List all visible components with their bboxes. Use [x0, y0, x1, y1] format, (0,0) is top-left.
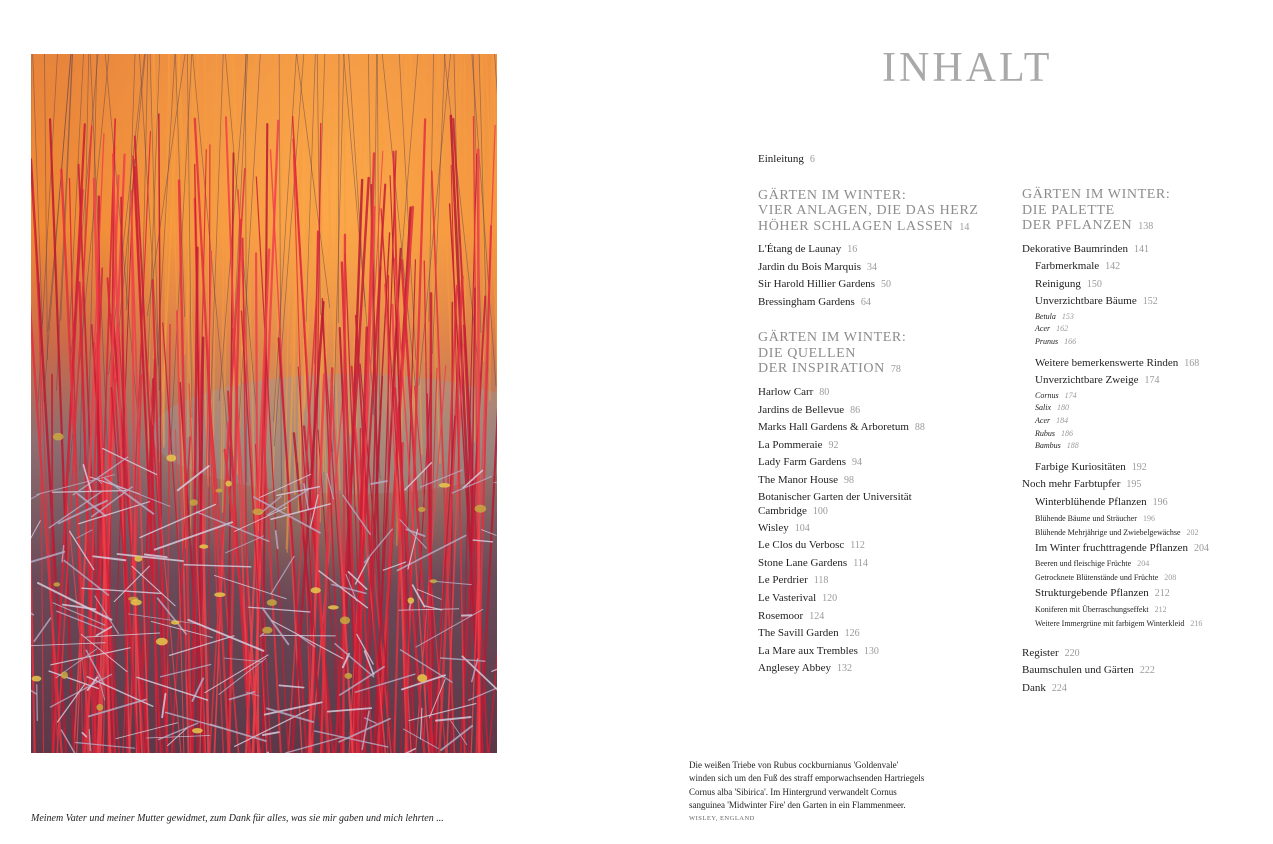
toc-entry-label: Salix [1035, 403, 1051, 413]
heading-line: GÄRTEN IM WINTER: [758, 330, 907, 346]
toc-entry[interactable] [1022, 355, 1272, 373]
toc-entry[interactable] [1022, 603, 1272, 617]
toc-page-number: 142 [1105, 261, 1121, 273]
toc-page-number: 162 [1056, 324, 1069, 334]
toc-page-number: 132 [837, 663, 853, 675]
toc-entry[interactable] [1022, 557, 1272, 571]
toc-entry[interactable] [1022, 662, 1272, 680]
toc-page-number: 224 [1051, 682, 1067, 694]
toc-entry-label: Le Clos du Verbosc [758, 539, 845, 552]
toc-entry[interactable] [1022, 336, 1272, 349]
toc-entry[interactable] [758, 608, 1008, 626]
toc-entry-label: Dekorative Baumrinden [1022, 242, 1128, 255]
toc-entry[interactable] [1022, 323, 1272, 336]
toc-page-number: 212 [1154, 588, 1170, 600]
toc-entry[interactable] [1022, 440, 1272, 453]
toc-entry-label: Wisley [758, 521, 789, 534]
toc-page-number: 94 [851, 457, 862, 469]
toc-page-number: 222 [1139, 665, 1155, 677]
toc-entry-label: Marks Hall Gardens & Arboretum [758, 421, 909, 434]
toc-page-number: 196 [1142, 513, 1155, 523]
toc-entry-label: Dank [1022, 681, 1046, 694]
toc-entry-label: Koniferen mit Überraschungseffekt [1035, 604, 1149, 614]
toc-entry-label: Weitere Immergrüne mit farbigem Winterkleid [1035, 618, 1185, 628]
toc-entry-label: Baumschulen und Gärten [1022, 664, 1134, 677]
toc-entry[interactable] [1022, 571, 1272, 585]
section-heading-2[interactable] [758, 330, 1008, 378]
toc-entry-label: Cornus [1035, 390, 1059, 400]
toc-entry[interactable] [758, 643, 1008, 661]
toc-entry-label: Betula [1035, 311, 1056, 321]
toc-entry[interactable] [1022, 494, 1272, 512]
toc-page-number: 196 [1152, 497, 1168, 508]
toc-entry-label: Bressingham Gardens [758, 295, 855, 308]
toc-entry-label: Reinigung [1035, 277, 1081, 290]
toc-entry[interactable] [758, 276, 1008, 294]
toc-entry[interactable] [758, 490, 958, 520]
caption-line: Cornus alba 'Sibirica'. Im Hintergrund verwandelt Cornus [689, 786, 897, 797]
toc-entry-label: Sir Harold Hillier Gardens [758, 278, 875, 291]
toc-entry-label: The Manor House [758, 473, 839, 486]
toc-page-number: 114 [853, 557, 868, 569]
toc-entry[interactable] [1022, 540, 1272, 558]
toc-page-number: 220 [1064, 647, 1080, 659]
toc-entry[interactable] [758, 572, 1008, 590]
heading-line: DIE QUELLEN [758, 345, 856, 361]
toc-page-number: 98 [844, 474, 855, 486]
toc-entry[interactable] [1022, 585, 1272, 603]
toc-entry[interactable] [1022, 617, 1272, 631]
toc-entry-label: Rubus [1035, 428, 1055, 438]
back-matter-list [1022, 645, 1272, 698]
toc-page-number: 204 [1194, 542, 1209, 554]
section3-list [1022, 241, 1272, 631]
toc-page-number: 100 [812, 506, 828, 518]
toc-entry[interactable] [758, 625, 1008, 643]
toc-entry-label: Prunus [1035, 337, 1059, 347]
toc-page-number: 64 [860, 296, 871, 308]
dedication: Meinem Vater und meiner Mutter gewidmet, zum Dank für alles, was sie mir gaben und mich lehrten ... [31, 813, 444, 824]
toc-entry[interactable] [758, 555, 1008, 573]
caption-location: WISLEY, ENGLAND [689, 814, 755, 822]
photo-caption [689, 759, 989, 824]
toc-page-number: 208 [1164, 573, 1177, 583]
page-title: INHALT [882, 45, 1053, 91]
toc-entry[interactable] [1022, 258, 1272, 276]
toc-entry-label: Botanischer Garten der Universität Cambridge [758, 490, 912, 518]
toc-page-number: 188 [1066, 441, 1079, 451]
toc-page-number: 138 [1138, 221, 1154, 232]
toc-page-number: 112 [850, 540, 865, 552]
heading-line: GÄRTEN IM WINTER: [1022, 187, 1171, 202]
section1-list [758, 241, 1008, 311]
toc-page-number: 152 [1142, 296, 1158, 308]
toc-entry-label: Im Winter fruchttragende Pflanzen [1035, 541, 1188, 554]
section2-list [758, 384, 1008, 678]
toc-entry-label: Lady Farm Gardens [758, 456, 846, 469]
toc-entry-intro[interactable] [758, 151, 1008, 169]
toc-entry[interactable] [758, 454, 1008, 472]
heading-line: DIE PALETTE [1022, 202, 1115, 218]
toc-page-number: 86 [850, 404, 861, 416]
toc-page-number: 120 [822, 592, 838, 604]
caption-line: sanguinea 'Midwinter Fire' den Garten in ein Flammenmeer. [689, 800, 906, 811]
photo-image [31, 54, 497, 753]
toc-entry-label: Farbige Kuriositäten [1035, 460, 1126, 473]
toc-entry-label: Acer [1035, 416, 1051, 426]
toc-page-number: 126 [844, 628, 860, 640]
toc-page-number: 78 [890, 364, 901, 376]
toc-page-number: 118 [813, 575, 829, 587]
toc-page-number: 168 [1184, 357, 1200, 369]
caption-line: Die weißen Triebe von Rubus cockburnianus 'Goldenvale' [689, 760, 899, 770]
toc-entry-label: Noch mehr Farbtupfer [1022, 478, 1121, 491]
toc-entry[interactable] [758, 520, 1008, 538]
toc-entry[interactable] [1022, 476, 1272, 494]
toc-entry-label: The Savill Garden [758, 627, 839, 640]
toc-entry-label: Register [1022, 646, 1059, 659]
toc-entry[interactable] [758, 241, 1008, 259]
toc-entry-label: Le Vasterival [758, 591, 817, 604]
toc-entry[interactable] [758, 419, 1008, 437]
toc-entry[interactable] [1022, 372, 1272, 390]
toc-page-number: 212 [1154, 604, 1167, 614]
toc-page-number: 130 [863, 645, 879, 657]
toc-entry[interactable] [1022, 428, 1272, 441]
toc-entry[interactable] [1022, 459, 1272, 477]
toc-entry[interactable] [1022, 645, 1272, 663]
toc-page-number: 141 [1134, 243, 1149, 255]
toc-page-number: 80 [819, 386, 830, 398]
toc-entry-label: Stone Lane Gardens [758, 556, 848, 569]
toc-entry[interactable] [1022, 390, 1272, 403]
toc-entry-label: Jardins de Bellevue [758, 403, 845, 416]
toc-entry-label: Blühende Bäume und Sträucher [1035, 513, 1137, 523]
toc-entry-label: Anglesey Abbey [758, 662, 832, 675]
heading-line: DER INSPIRATION 78 [758, 361, 901, 377]
toc-page-number: 14 [959, 221, 970, 233]
toc-entry-label: Harlow Carr [758, 385, 814, 398]
toc-page-number: 124 [809, 610, 825, 622]
heading-line: GÄRTEN IM WINTER: [758, 187, 907, 203]
toc-page-number: 166 [1064, 337, 1077, 347]
toc-entry-label: L'Étang de Launay [758, 243, 842, 256]
toc-entry[interactable] [758, 402, 1008, 420]
section-heading-1[interactable] [758, 188, 1008, 236]
toc-page-number: 104 [794, 522, 810, 534]
toc-entry-label: La Mare aux Trembles [758, 644, 858, 657]
toc-page-number: 216 [1190, 618, 1203, 628]
toc-entry[interactable] [1022, 276, 1272, 294]
toc-entry[interactable] [1022, 512, 1272, 526]
toc-page-number: 174 [1064, 390, 1077, 400]
toc-page-number: 16 [847, 244, 858, 256]
heading-line: HÖHER SCHLAGEN LASSEN 14 [758, 218, 970, 234]
toc-entry[interactable] [758, 384, 1008, 402]
toc-entry-label: Bambus [1035, 441, 1061, 451]
toc-entry-label: Strukturgebende Pflanzen [1035, 587, 1149, 600]
toc-page-number: 153 [1061, 311, 1074, 321]
toc-entry[interactable] [1022, 293, 1272, 311]
section-heading-3[interactable] [1022, 187, 1272, 235]
toc-page-number: 186 [1061, 428, 1073, 438]
heading-line: DER PFLANZEN 138 [1022, 218, 1154, 233]
toc-entry[interactable] [1022, 526, 1272, 540]
toc-page-number: 174 [1144, 375, 1160, 387]
toc-page-number: 204 [1137, 559, 1150, 569]
toc-page-number: 6 [809, 154, 815, 165]
toc-entry[interactable] [758, 660, 1008, 678]
toc-page-number: 195 [1126, 479, 1142, 491]
caption-line: winden sich um den Fuß des straff emporwachsenden Hartriegels [689, 773, 925, 784]
toc-page-number: 150 [1086, 278, 1102, 290]
photo-red-dogwood-stems [31, 54, 497, 753]
toc-entry[interactable] [1022, 402, 1272, 415]
toc-entry[interactable] [1022, 241, 1272, 259]
toc-entry-label: Unverzichtbare Bäume [1035, 295, 1137, 308]
toc-entry-label: Winterblühende Pflanzen [1035, 496, 1147, 508]
toc-entry[interactable] [758, 437, 1008, 455]
toc-entry-label: Einleitung [758, 153, 804, 165]
toc-page-number: 34 [866, 261, 877, 273]
toc-entry-label: Farbmerkmale [1035, 260, 1100, 273]
toc-entry-label: La Pommeraie [758, 438, 823, 451]
toc-entry[interactable] [1022, 680, 1272, 698]
toc-column-left [758, 151, 1008, 678]
toc-page-number: 50 [881, 279, 891, 291]
toc-page-number: 202 [1186, 527, 1199, 537]
toc-entry-label: Getrocknete Blütenstände und Früchte [1035, 573, 1159, 583]
toc-entry-label: Blühende Mehrjährige und Zwiebelgewächse [1035, 527, 1181, 537]
heading-line: VIER ANLAGEN, DIE DAS HERZ [758, 203, 979, 219]
toc-entry[interactable] [758, 259, 1008, 277]
toc-page-number: 180 [1057, 403, 1069, 413]
toc-entry[interactable] [758, 294, 1008, 312]
toc-entry[interactable] [758, 590, 1008, 608]
toc-page-number: 88 [914, 422, 925, 434]
toc-entry[interactable] [1022, 311, 1272, 324]
toc-entry-label: Unverzichtbare Zweige [1035, 374, 1139, 387]
toc-page-number: 92 [828, 439, 839, 451]
toc-entry[interactable] [758, 537, 1008, 555]
toc-entry-label: Le Perdrier [758, 574, 808, 587]
toc-entry[interactable] [758, 472, 1008, 490]
toc-entry-label: Acer [1035, 324, 1051, 334]
toc-entry[interactable] [1022, 415, 1272, 428]
toc-page-number: 184 [1056, 416, 1069, 426]
toc-entry-label: Jardin du Bois Marquis [758, 260, 861, 273]
toc-entry-label: Rosemoor [758, 609, 804, 622]
toc-entry-label: Weitere bemerkenswerte Rinden [1035, 356, 1179, 369]
toc-entry-label: Beeren und fleischige Früchte [1035, 559, 1132, 569]
toc-page-number: 192 [1131, 461, 1147, 473]
toc-column-right [1022, 187, 1272, 698]
